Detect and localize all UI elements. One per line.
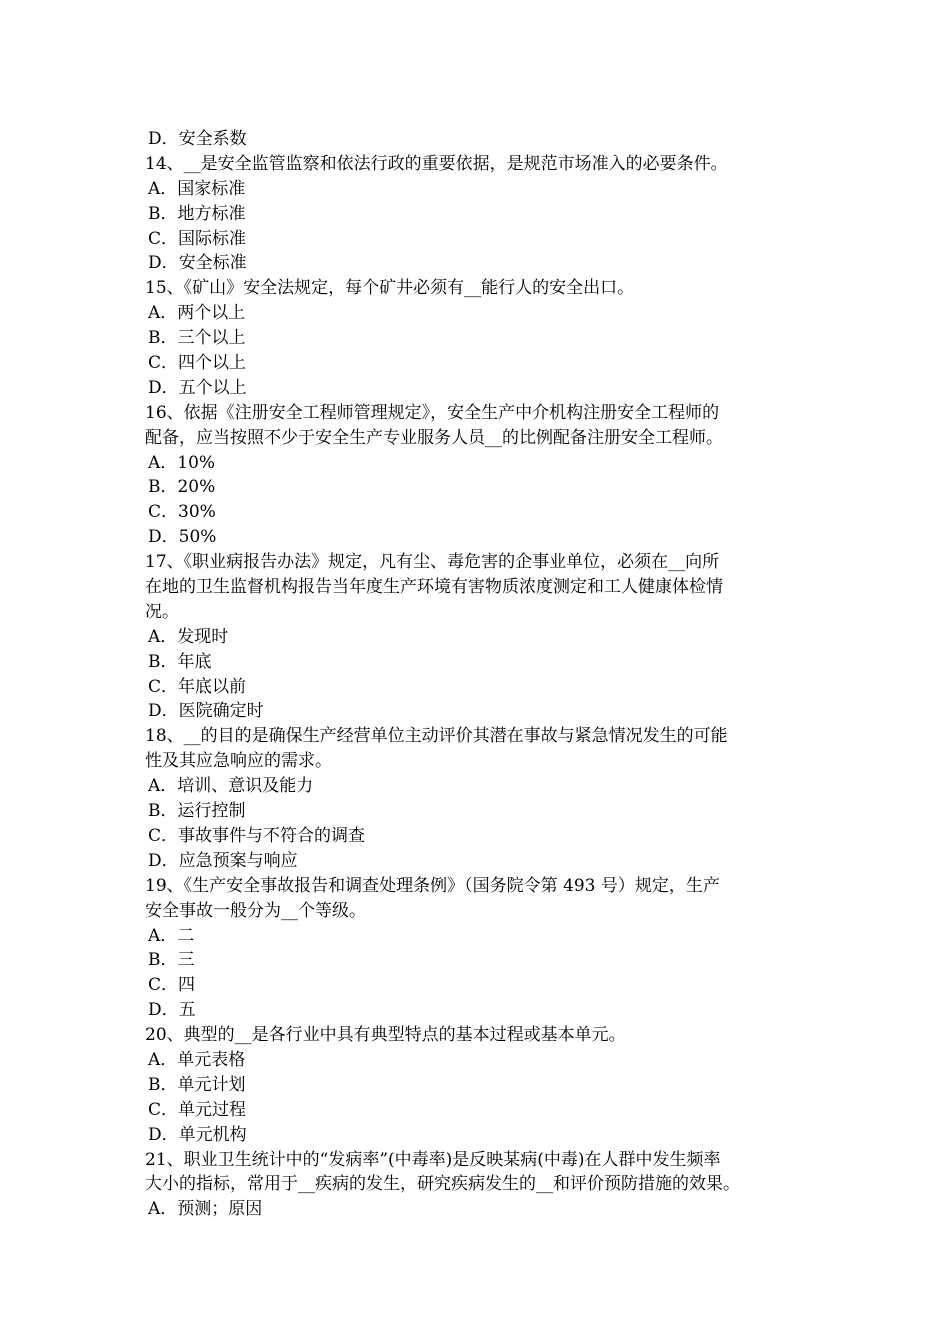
answer-option-line: C．四个以上 <box>148 353 247 374</box>
question-text-line: 大小的指标，常用于__疾病的发生，研究疾病发生的__和评价预防措施的效果。 <box>145 1174 740 1195</box>
question-text-line: 16、依据《注册安全工程师管理规定》，安全生产中介机构注册安全工程师的 <box>145 402 720 423</box>
question-text-line: 安全事故一般分为__个等级。 <box>145 900 366 921</box>
question-text-line: 性及其应急响应的需求。 <box>145 751 332 772</box>
question-text-line: 15、《矿山》安全法规定，每个矿井必须有__能行人的安全出口。 <box>145 278 635 299</box>
answer-option-line: B．年底 <box>148 651 212 672</box>
answer-option-line: C．事故事件与不符合的调查 <box>148 825 366 846</box>
answer-option-line: A．培训、意识及能力 <box>148 776 314 797</box>
answer-option-line: C．年底以前 <box>148 676 247 697</box>
answer-option-line: D．应急预案与响应 <box>148 850 298 871</box>
answer-option-line: D．50% <box>148 527 217 548</box>
question-text-line: 17、《职业病报告办法》规定，凡有尘、毒危害的企事业单位，必须在__向所 <box>145 552 720 573</box>
answer-option-line: B．运行控制 <box>148 801 246 822</box>
answer-option-line: C．单元过程 <box>148 1099 247 1120</box>
answer-option-line: B．三个以上 <box>148 328 246 349</box>
answer-option-line: C．国际标准 <box>148 228 247 249</box>
answer-option-line: B．单元计划 <box>148 1074 246 1095</box>
answer-option-line: A．10% <box>148 452 216 473</box>
answer-option-line: C．四 <box>148 975 196 996</box>
answer-option-line: A．单元表格 <box>148 1049 246 1070</box>
answer-option-line: C．30% <box>148 502 216 523</box>
answer-option-line: B．20% <box>148 477 216 498</box>
answer-option-line: D．五个以上 <box>148 377 247 398</box>
answer-option-line: D．医院确定时 <box>148 701 264 722</box>
answer-option-line: A．二 <box>148 925 195 946</box>
question-text-line: 19、《生产安全事故报告和调查处理条例》（国务院令第 493 号）规定，生产 <box>145 875 720 896</box>
answer-option-line: A．两个以上 <box>148 303 246 324</box>
question-text-line: 况。 <box>145 601 179 622</box>
answer-option-line: A．发现时 <box>148 626 229 647</box>
answer-option-line: D．五 <box>148 1000 196 1021</box>
question-text-line: 配备，应当按照不少于安全生产专业服务人员__的比例配备注册安全工程师。 <box>145 427 723 448</box>
question-text-line: 14、__是安全监管监察和依法行政的重要依据，是规范市场准入的必要条件。 <box>145 153 728 174</box>
question-text-line: 21、职业卫生统计中的“发病率”(中毒率)是反映某病(中毒)在人群中发生频率 <box>145 1149 721 1170</box>
answer-option-line: A．预测；原因 <box>148 1199 263 1220</box>
question-text-line: 18、__的目的是确保生产经营单位主动评价其潜在事故与紧急情况发生的可能 <box>145 726 728 747</box>
answer-option-line: A．国家标准 <box>148 178 246 199</box>
document-body <box>145 127 810 1222</box>
answer-option-line: B．地方标准 <box>148 203 246 224</box>
answer-option-line: D．单元机构 <box>148 1124 247 1145</box>
answer-option-line: D．安全标准 <box>148 253 247 274</box>
question-text-line: 在地的卫生监督机构报告当年度生产环境有害物质浓度测定和工人健康体检情 <box>145 577 723 598</box>
question-text-line: 20、典型的__是各行业中具有典型特点的基本过程或基本单元。 <box>145 1025 626 1046</box>
answer-option-line: B．三 <box>148 950 195 971</box>
answer-option-line: D．安全系数 <box>148 129 247 149</box>
